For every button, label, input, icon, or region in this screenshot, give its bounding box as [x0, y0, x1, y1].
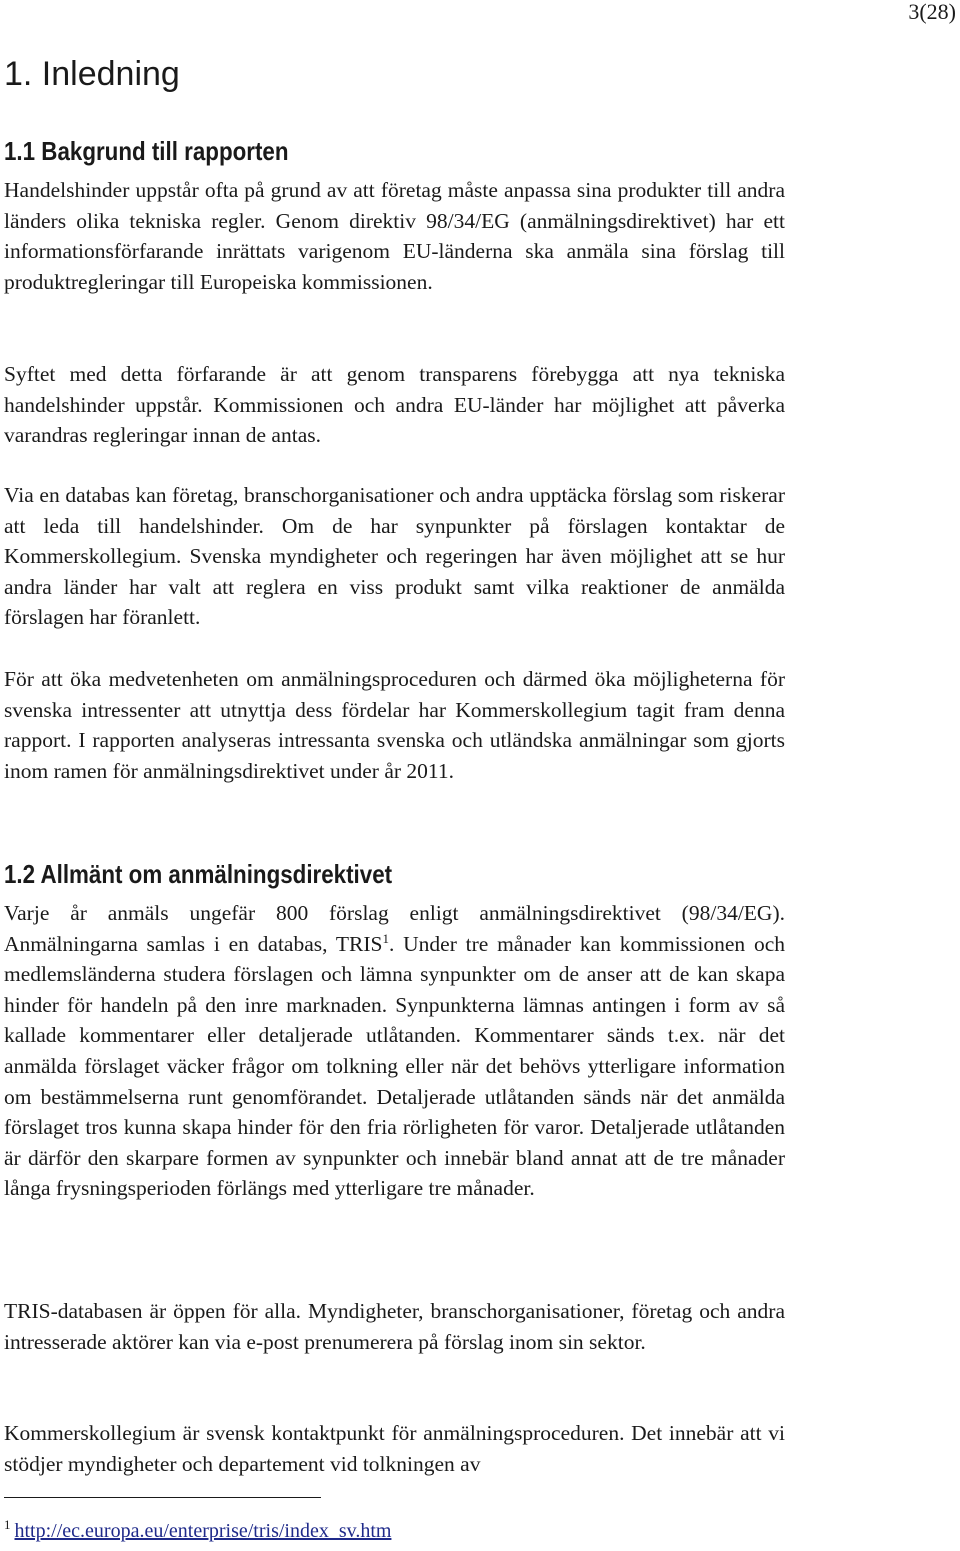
paragraph-purpose: Syftet med detta förfarande är att genom transparens förebygga att nya tekniska handelshinder uppstår. Kommissionen och andra EU-länder har möjlighet att påverka varandras regleringar innan de antas. [4, 362, 785, 448]
section-heading-background: 1.1 Bakgrund till rapporten [4, 136, 289, 166]
paragraph-database: Via en databas kan företag, branschorganisationer och andra upptäcka förslag som riskerar att leda till handelshinder. Om de har synpunkter på förslagen kontaktar de Kommerskollegium. Svenska myndigheter och regeringen har även möjlighet att se hur andra länder har valt att reglera en viss produkt samt vilka reaktioner de anmälda förslagen har föranlett. [4, 483, 785, 630]
footnote-link[interactable]: http://ec.europa.eu/enterprise/tris/index_sv.htm [14, 1520, 392, 1542]
footnote-separator [4, 1497, 321, 1498]
footnote-reference[interactable]: 1 [382, 930, 389, 946]
paragraph-tris-database: TRIS-databasen är öppen för alla. Myndigheter, branschorganisationer, företag och andra intresserade aktörer kan via e-post prenumerera på förslag inom sin sektor. [4, 1299, 785, 1354]
paragraph-report-aim: För att öka medvetenheten om anmälningsproceduren och därmed öka möjligheterna för svenska intressenter att utnyttja dess fördelar har Kommerskollegium tagit fram denna rapport. I rapporten analyseras intressanta svenska och utländska anmälningar som gjorts inom ramen för anmälningsdirektivet under år 2011. [4, 667, 785, 783]
paragraph-notifications-text-start: Varje år anmäls ungefär 800 förslag enligt anmälningsdirektivet (98/34/EG). Anmälningarna samlas i en databas, TRIS [4, 901, 785, 956]
paragraph-contact-point: Kommerskollegium är svensk kontaktpunkt för anmälningsproceduren. Det innebär att vi stödjer myndigheter och departement vid tolkningen av [4, 1421, 785, 1476]
section-heading-directive: 1.2 Allmänt om anmälningsdirektivet [4, 859, 393, 889]
paragraph-trade-barriers: Handelshinder uppstår ofta på grund av att företag måste anpassa sina produkter till andra länders olika tekniska regler. Genom direktiv 98/34/EG (anmälningsdirektivet) har ett informationsförfarande inrättats varigenom EU-länderna ska anmäla sina förslag till produktregleringar till Europeiska kommissionen. [4, 178, 785, 294]
page-number: 3(28) [908, 0, 956, 24]
footnote [4, 1518, 391, 1544]
chapter-title: 1. Inledning [4, 55, 180, 93]
paragraph-notifications-text-end: . Under tre månader kan kommissionen och medlemsländerna studera förslagen och lämna synpunkter om de anser att de kan skapa hinder för handeln på den inre marknaden. Synpunkterna lämnas antingen i form av så kallade kommentarer eller detaljerade utlåtanden. Kommentarer sänds t.ex. när det anmälda förslaget väcker frågor om tolkning eller när det behövs ytterligare information om bestämmelserna runt genomförandet. Detaljerade utlåtanden sänds när det anmälda förslaget tros kunna skapa hinder för den fria rörligheten för varor. Detaljerade utlåtanden är därför den skarpare formen av synpunkter och innebär bland annat att de tre månader långa frysningsperioden förlängs med ytterligare tre månader. [4, 931, 786, 1201]
paragraph-notifications [4, 898, 785, 1204]
footnote-number: 1 [4, 1517, 11, 1533]
